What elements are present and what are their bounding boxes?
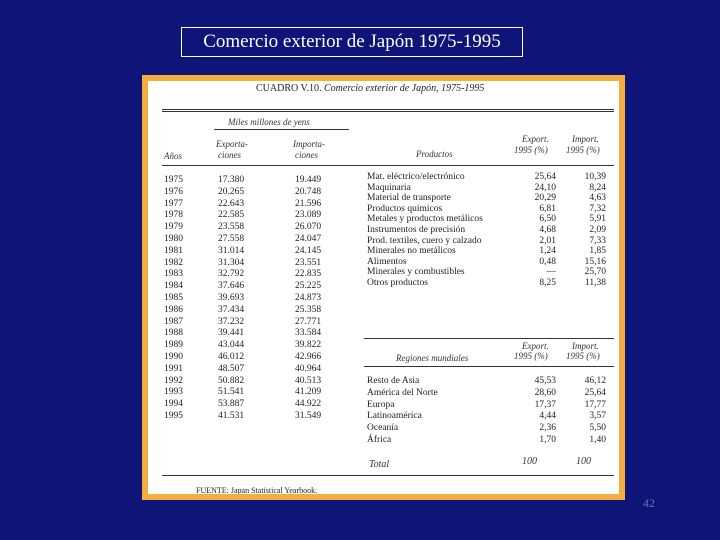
product-export-pct: 25,64 [534, 172, 556, 182]
product-name: Minerales y combustibles [367, 267, 465, 278]
header-rule [162, 165, 614, 166]
year-cell: 1981 [164, 245, 183, 256]
regions-top-rule [364, 338, 614, 339]
regions-export-header-1: Export. [522, 341, 549, 351]
imports-cell: 26.070 [295, 222, 322, 233]
region-export-pct: 4,44 [539, 411, 556, 422]
imports-cell: 40.513 [295, 375, 322, 386]
year-cell: 1975 [164, 175, 183, 185]
products-import-column [558, 172, 606, 289]
regions-header-rule [364, 366, 614, 367]
exports-cell: 39.441 [218, 328, 245, 339]
year-cell: 1992 [164, 375, 183, 386]
regions-import-header-1: Import. [572, 341, 599, 351]
table-caption [256, 83, 484, 94]
product-export-pct: 6,50 [539, 214, 556, 225]
units-rule [214, 129, 349, 130]
imports-cell: 25.358 [295, 304, 322, 315]
imports-cell: 24.873 [295, 292, 322, 303]
product-import-pct: 25,70 [584, 267, 606, 278]
exports-cell: 31.304 [218, 257, 245, 268]
imports-cell: 27.771 [295, 316, 322, 327]
exports-cell: 41.531 [218, 410, 245, 421]
import-pct-header-2: 1995 (%) [566, 145, 600, 155]
product-import-pct: 5,91 [589, 214, 606, 225]
product-name: Minerales no metálicos [367, 246, 456, 257]
imports-cell: 42.966 [295, 351, 322, 362]
source-note: FUENTE: Japan Statistical Yearbook. [196, 486, 318, 494]
product-import-pct: 8,24 [589, 182, 606, 193]
exports-cell: 51.541 [218, 387, 245, 398]
caption-label: CUADRO V.10. [256, 83, 322, 94]
region-name: América del Norte [367, 387, 438, 398]
imports-cell: 23.089 [295, 210, 322, 221]
product-name: Maquinaria [367, 182, 411, 193]
product-import-pct: 1,85 [589, 246, 606, 257]
year-cell: 1989 [164, 340, 183, 351]
product-export-pct: 1,24 [539, 246, 556, 257]
exports-cell: 37.434 [218, 304, 245, 315]
exports-header-2: ciones [218, 150, 241, 160]
product-name: Prod. textiles, cuero y calzado [367, 235, 482, 246]
product-import-pct: 7,33 [589, 235, 606, 246]
year-cell: 1994 [164, 399, 183, 410]
year-cell: 1979 [164, 222, 183, 233]
product-export-pct: 4,68 [539, 224, 556, 235]
region-name: Resto de Asia [367, 376, 420, 386]
imports-header-2: ciones [295, 150, 318, 160]
exports-cell: 53.887 [218, 399, 245, 410]
imports-cell: 21.596 [295, 198, 322, 209]
product-name: Mat. eléctrico/electrónico [367, 172, 465, 182]
scanned-table [148, 81, 619, 494]
imports-cell: 33.584 [295, 328, 322, 339]
year-cell: 1990 [164, 351, 183, 362]
products-column [367, 172, 483, 289]
product-import-pct: 15,16 [584, 256, 606, 267]
product-export-pct: — [546, 267, 556, 278]
product-name: Productos químicos [367, 203, 443, 214]
region-import-pct: 1,40 [589, 434, 606, 445]
imports-cell: 24.145 [295, 245, 322, 256]
year-cell: 1977 [164, 198, 183, 209]
year-cell: 1986 [164, 304, 183, 315]
region-name: Oceanía [367, 423, 399, 434]
region-import-pct: 46,12 [584, 376, 606, 386]
product-import-pct: 11,38 [584, 277, 606, 288]
region-import-pct: 3,57 [589, 411, 606, 422]
product-export-pct: 24,10 [534, 182, 556, 193]
imports-header-1: Importa- [293, 139, 325, 149]
year-cell: 1976 [164, 186, 183, 197]
product-name: Metales y productos metálicos [367, 214, 483, 225]
region-name: Latinoamérica [367, 411, 422, 422]
product-import-pct: 2,09 [589, 224, 606, 235]
product-export-pct: 6,81 [539, 203, 556, 214]
total-import: 100 [576, 456, 591, 467]
exports-cell: 46.012 [218, 351, 245, 362]
year-cell: 1993 [164, 387, 183, 398]
product-import-pct: 7,32 [589, 203, 606, 214]
year-cell: 1985 [164, 292, 183, 303]
imports-cell: 22.835 [295, 269, 322, 280]
product-export-pct: 0,48 [539, 256, 556, 267]
regions-export-column [508, 376, 556, 447]
regions-header: Regiones mundiales [396, 353, 469, 363]
product-name: Instrumentos de precisión [367, 224, 466, 235]
imports-cell: 20.748 [295, 186, 322, 197]
scanned-table-frame [142, 75, 625, 500]
exports-cell: 37.232 [218, 316, 245, 327]
region-import-pct: 17,77 [584, 399, 606, 410]
imports-column [295, 175, 321, 423]
product-name: Alimentos [367, 256, 407, 267]
imports-cell: 23.551 [295, 257, 322, 268]
imports-cell: 40.964 [295, 363, 322, 374]
year-header: Años [164, 151, 182, 161]
year-cell: 1982 [164, 257, 183, 268]
imports-cell: 19.449 [295, 175, 322, 185]
year-cell: 1983 [164, 269, 183, 280]
exports-cell: 48.507 [218, 363, 245, 374]
region-export-pct: 45,53 [534, 376, 556, 386]
caption-title: Comercio exterior de Japón, 1975-1995 [323, 83, 485, 94]
exports-cell: 22.643 [218, 198, 245, 209]
regions-import-column [558, 376, 606, 447]
product-export-pct: 2,01 [539, 235, 556, 246]
exports-header-1: Exporta- [216, 139, 248, 149]
total-label: Total [369, 459, 390, 470]
imports-cell: 25.225 [295, 281, 322, 292]
page-number: 42 [643, 496, 655, 510]
product-name: Otros productos [367, 277, 428, 288]
export-pct-header-1: Export. [522, 134, 549, 144]
total-export: 100 [522, 456, 537, 467]
region-name: África [367, 434, 392, 445]
exports-cell: 50.882 [218, 375, 245, 386]
bottom-rule [162, 475, 614, 476]
exports-cell: 32.792 [218, 269, 245, 280]
exports-column [218, 175, 244, 423]
product-export-pct: 20,29 [534, 193, 556, 204]
regions-export-header-2: 1995 (%) [514, 351, 548, 361]
exports-cell: 31.014 [218, 245, 245, 256]
exports-cell: 23.558 [218, 222, 245, 233]
imports-cell: 24.047 [295, 233, 322, 244]
products-export-column [508, 172, 556, 289]
year-cell: 1995 [164, 410, 183, 421]
region-export-pct: 1,70 [539, 434, 556, 445]
year-cell: 1988 [164, 328, 183, 339]
years-column [164, 175, 183, 423]
export-pct-header-2: 1995 (%) [514, 145, 548, 155]
slide-title: Comercio exterior de Japón 1975-1995 [181, 27, 523, 57]
year-cell: 1980 [164, 233, 183, 244]
year-cell: 1984 [164, 281, 183, 292]
products-header: Productos [416, 149, 453, 159]
region-import-pct: 25,64 [584, 387, 606, 398]
imports-cell: 44.922 [295, 399, 322, 410]
top-rule-2 [162, 111, 614, 112]
product-import-pct: 10,39 [584, 172, 606, 182]
exports-cell: 27.558 [218, 233, 245, 244]
regions-column [367, 376, 438, 447]
imports-cell: 39.822 [295, 340, 322, 351]
imports-cell: 31.549 [295, 410, 322, 421]
exports-cell: 37.646 [218, 281, 245, 292]
region-name: Europa [367, 399, 395, 410]
top-rule [162, 109, 614, 110]
exports-cell: 22.585 [218, 210, 245, 221]
product-export-pct: 8,25 [539, 277, 556, 288]
regions-import-header-2: 1995 (%) [566, 351, 600, 361]
units-header: Miles millones de yens [228, 117, 310, 127]
year-cell: 1978 [164, 210, 183, 221]
product-name: Material de transporte [367, 193, 451, 204]
region-export-pct: 2,36 [539, 423, 556, 434]
region-import-pct: 5,50 [589, 423, 606, 434]
imports-cell: 41.209 [295, 387, 322, 398]
exports-cell: 43.044 [218, 340, 245, 351]
exports-cell: 20.265 [218, 186, 245, 197]
exports-cell: 39.693 [218, 292, 245, 303]
product-import-pct: 4,63 [589, 193, 606, 204]
exports-cell: 17.380 [218, 175, 245, 185]
region-export-pct: 28,60 [534, 387, 556, 398]
year-cell: 1991 [164, 363, 183, 374]
region-export-pct: 17,37 [534, 399, 556, 410]
year-cell: 1987 [164, 316, 183, 327]
import-pct-header-1: Import. [572, 134, 599, 144]
